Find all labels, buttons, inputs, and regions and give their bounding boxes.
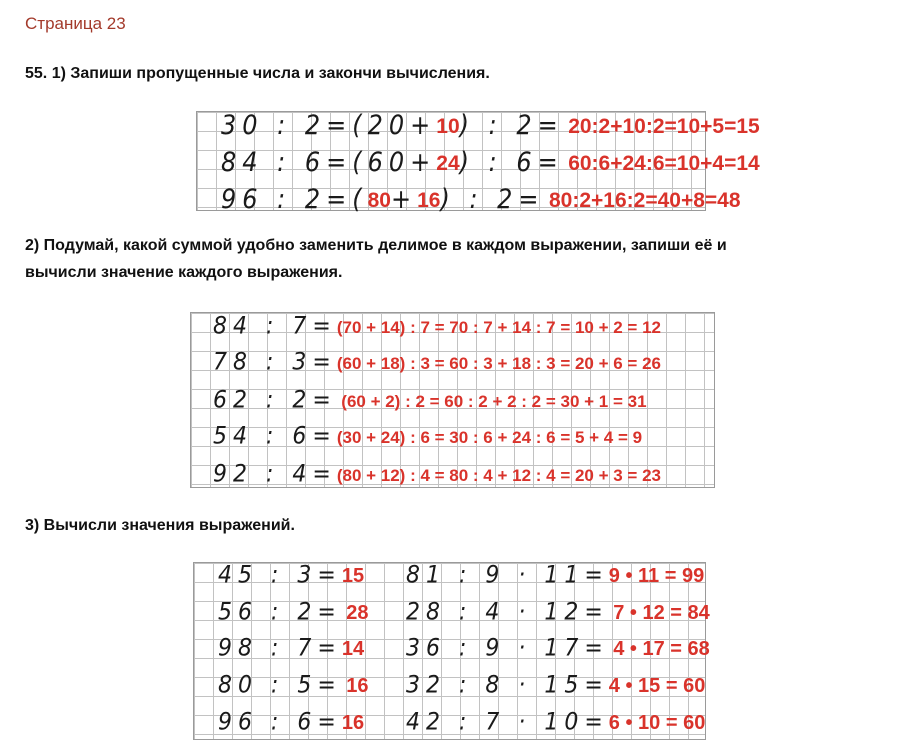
printed-expression: 98 : 7= [218,634,342,663]
printed-expression: 80 : 5= [218,671,342,700]
missing-number: 80 [367,189,391,212]
printed-expression: 84 : 7= [213,312,337,341]
printed-expression: 30 : 2=(20+ [221,109,437,141]
answer-text: 9 • 11 = 99 [608,565,705,587]
task2-grid [190,312,715,488]
answer-text: 7 • 12 = 84 [613,602,710,624]
missing-number: 24 [436,152,460,175]
printed-expression: 96 : 6= [218,708,342,737]
answer-text: 4 • 17 = 68 [613,638,710,660]
answer-text: 14 [341,638,365,660]
printed-expression: ) : 6= [459,146,564,178]
task2-row [213,344,661,381]
printed-expression: + [390,183,418,215]
answer-text: (60 + 2) : 2 = 60 : 2 + 2 : 2 = 30 + 1 = 31 [341,392,647,411]
task2-row [213,382,647,419]
answer-text: 15 [341,565,365,587]
answer-text: 20:2+10:2=10+5=15 [568,115,760,138]
page-title: Страница 23 [25,14,126,33]
task3-right-row [406,630,710,667]
printed-expression: 84 : 6=(60+ [221,146,437,178]
printed-expression: 54 : 6= [213,422,337,451]
missing-number: 16 [417,189,441,212]
missing-number: 10 [436,115,460,138]
printed-expression: ) : 2= [459,109,564,141]
answer-text: 4 • 15 = 60 [608,675,706,697]
printed-expression: ) : 2= [440,183,545,215]
task1-heading: 55. 1) Запиши пропущенные числа и закончи вычисления. [25,65,490,82]
printed-expression: 62 : 2= [213,386,337,415]
task2-heading-line: 2) Подумай, какой суммой удобно заменить делимое в каждом выражении, запиши её и [25,237,727,254]
answer-text: 6 • 10 = 60 [608,712,706,734]
printed-expression: 28 : 4 · 12= [406,598,609,627]
answer-text: 60:6+24:6=10+4=14 [568,152,760,175]
task2-row [213,308,661,345]
task1-grid [196,109,760,215]
task3-left-row [218,594,369,631]
answer-text: (60 + 18) : 3 = 60 : 3 + 18 : 3 = 20 + 6 = 26 [336,354,661,373]
answer-text: 80:2+16:2=40+8=48 [549,189,741,212]
task2-row [213,456,661,493]
task3-right-row [406,704,705,741]
printed-expression: 56 : 2= [218,598,342,627]
task3-left-row [218,557,364,594]
task1-row [221,143,760,181]
printed-expression: 36 : 9 · 17= [406,634,609,663]
task3-left-row [218,667,369,704]
answer-text: 16 [346,675,369,697]
printed-expression: 78 : 3= [213,348,337,377]
printed-expression: 81 : 9 · 11= [406,561,609,590]
printed-expression: 45 : 3= [218,561,342,590]
printed-expression: 32 : 8 · 15= [406,671,609,700]
printed-expression: 42 : 7 · 10= [406,708,609,737]
task3-left-row [218,630,364,667]
task3-right-row [406,667,705,704]
task3-left-row [218,704,364,741]
answer-text: 28 [346,602,369,624]
task3-right-row [406,594,710,631]
task3-right-row [406,557,704,594]
answer-text: 16 [341,712,365,734]
printed-expression: 92 : 4= [213,460,337,489]
answer-text: (80 + 12) : 4 = 80 : 4 + 12 : 4 = 20 + 3 = 23 [336,466,661,485]
task2-heading-line: вычисли значение каждого выражения. [25,264,343,281]
task1-row [221,106,760,144]
task3-heading: 3) Вычисли значения выражений. [25,517,295,534]
task2-heading [25,232,727,286]
task3-grid [193,561,710,740]
task1-row [221,180,741,218]
answer-text: (70 + 14) : 7 = 70 : 7 + 14 : 7 = 10 + 2 = 12 [336,318,661,337]
task2-row [213,418,642,455]
printed-expression: 96 : 2=( [221,183,368,215]
answer-text: (30 + 24) : 6 = 30 : 6 + 24 : 6 = 5 + 4 = 9 [336,428,643,447]
